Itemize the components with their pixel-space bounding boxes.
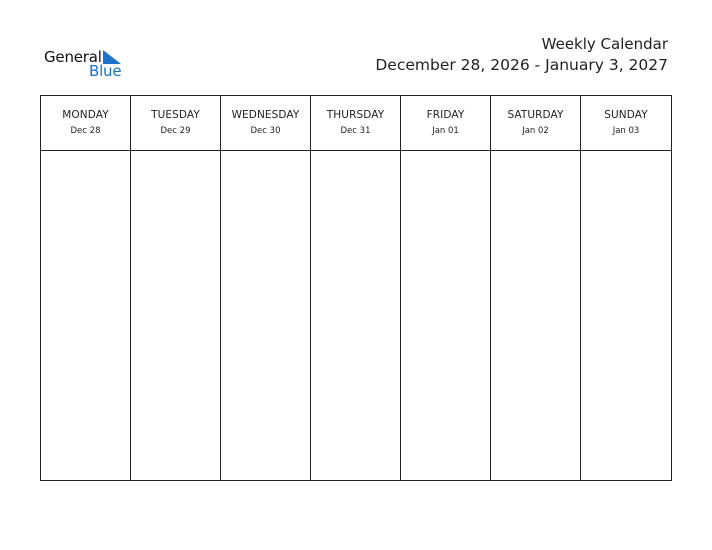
day-name: WEDNESDAY: [231, 109, 300, 121]
day-date: Jan 03: [612, 126, 640, 136]
day-cell-saturday[interactable]: [491, 151, 581, 480]
day-cell-tuesday[interactable]: [131, 151, 221, 480]
day-name: TUESDAY: [151, 109, 200, 121]
day-name: SUNDAY: [604, 109, 648, 121]
logo-text-general: General: [44, 48, 102, 66]
day-date: Jan 02: [522, 126, 549, 136]
day-name: MONDAY: [62, 109, 109, 121]
day-header-monday: [41, 96, 131, 151]
day-header-thursday: [311, 96, 401, 151]
day-cell-wednesday[interactable]: [221, 151, 311, 480]
day-date: Dec 28: [70, 126, 101, 136]
page-title: Weekly Calendar: [541, 35, 668, 53]
day-header-friday: [401, 96, 491, 151]
day-date: Dec 29: [160, 126, 191, 136]
day-cell-sunday[interactable]: [581, 151, 671, 480]
day-cell-monday[interactable]: [41, 151, 131, 480]
day-cell-friday[interactable]: [401, 151, 491, 480]
weekly-calendar-grid: [40, 95, 672, 481]
day-date: Jan 01: [432, 126, 459, 136]
day-header-wednesday: [221, 96, 311, 151]
day-cell-thursday[interactable]: [311, 151, 401, 480]
day-name: SATURDAY: [507, 109, 564, 121]
generalblue-logo: [44, 47, 134, 81]
day-header-sunday: [581, 96, 671, 151]
day-header-saturday: [491, 96, 581, 151]
day-name: THURSDAY: [326, 109, 385, 121]
date-range: December 28, 2026 - January 3, 2027: [375, 56, 668, 74]
day-header-tuesday: [131, 96, 221, 151]
day-date: Dec 30: [250, 126, 281, 136]
day-name: FRIDAY: [426, 109, 465, 121]
day-date: Dec 31: [340, 126, 371, 136]
logo-text-blue: Blue: [89, 62, 122, 80]
